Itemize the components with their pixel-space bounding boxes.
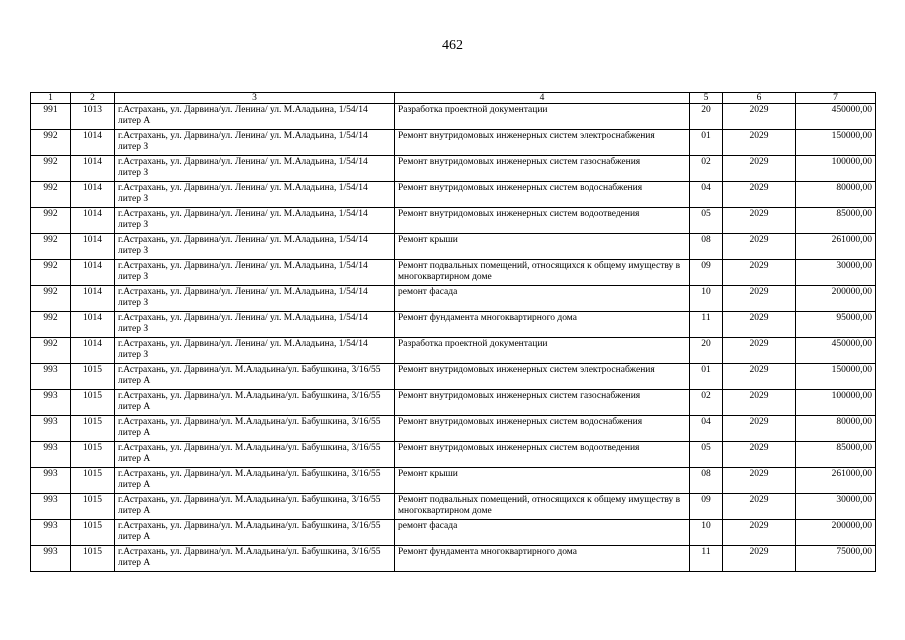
table-row [31, 312, 876, 338]
year-cell: 2029 [723, 130, 796, 156]
work-code-cell: 10 [690, 286, 723, 312]
table-row [31, 442, 876, 468]
cost-cell: 200000,00 [796, 520, 876, 546]
column-header-7: 7 [796, 93, 876, 104]
address-cell: г.Астрахань, ул. Дарвина/ул. Ленина/ ул. М.Аладьина, 1/54/14 литер З [115, 260, 395, 286]
year-cell: 2029 [723, 546, 796, 572]
cost-cell: 30000,00 [796, 260, 876, 286]
work-type-cell: Ремонт крыши [395, 468, 690, 494]
house-id-cell: 1014 [71, 130, 115, 156]
row-number-cell: 993 [31, 442, 71, 468]
table-row [31, 286, 876, 312]
year-cell: 2029 [723, 338, 796, 364]
year-cell: 2029 [723, 390, 796, 416]
row-number-cell: 992 [31, 130, 71, 156]
work-type-cell: Ремонт внутридомовых инженерных систем водоотведения [395, 208, 690, 234]
row-number-cell: 991 [31, 104, 71, 130]
year-cell: 2029 [723, 364, 796, 390]
column-header-4: 4 [395, 93, 690, 104]
work-type-cell: Ремонт внутридомовых инженерных систем электроснабжения [395, 364, 690, 390]
row-number-cell: 993 [31, 546, 71, 572]
address-cell: г.Астрахань, ул. Дарвина/ул. М.Аладьина/ул. Бабушкина, 3/16/55 литер А [115, 364, 395, 390]
repair-schedule-table [30, 92, 876, 572]
work-code-cell: 02 [690, 156, 723, 182]
cost-cell: 30000,00 [796, 494, 876, 520]
house-id-cell: 1015 [71, 494, 115, 520]
year-cell: 2029 [723, 234, 796, 260]
work-type-cell: Ремонт подвальных помещений, относящихся к общему имуществу в многоквартирном доме [395, 494, 690, 520]
row-number-cell: 993 [31, 416, 71, 442]
cost-cell: 450000,00 [796, 338, 876, 364]
work-code-cell: 09 [690, 260, 723, 286]
house-id-cell: 1014 [71, 338, 115, 364]
row-number-cell: 993 [31, 494, 71, 520]
column-header-6: 6 [723, 93, 796, 104]
work-code-cell: 05 [690, 442, 723, 468]
house-id-cell: 1014 [71, 208, 115, 234]
house-id-cell: 1015 [71, 520, 115, 546]
year-cell: 2029 [723, 104, 796, 130]
work-code-cell: 04 [690, 182, 723, 208]
column-header-3: 3 [115, 93, 395, 104]
cost-cell: 80000,00 [796, 416, 876, 442]
year-cell: 2029 [723, 312, 796, 338]
table-header [31, 93, 876, 104]
address-cell: г.Астрахань, ул. Дарвина/ул. М.Аладьина/ул. Бабушкина, 3/16/55 литер А [115, 416, 395, 442]
header-row [31, 93, 876, 104]
cost-cell: 85000,00 [796, 208, 876, 234]
house-id-cell: 1015 [71, 442, 115, 468]
row-number-cell: 992 [31, 286, 71, 312]
house-id-cell: 1014 [71, 260, 115, 286]
house-id-cell: 1014 [71, 182, 115, 208]
year-cell: 2029 [723, 494, 796, 520]
work-type-cell: Ремонт внутридомовых инженерных систем водоснабжения [395, 182, 690, 208]
address-cell: г.Астрахань, ул. Дарвина/ул. Ленина/ ул. М.Аладьина, 1/54/14 литер З [115, 130, 395, 156]
cost-cell: 450000,00 [796, 104, 876, 130]
house-id-cell: 1013 [71, 104, 115, 130]
work-code-cell: 01 [690, 364, 723, 390]
house-id-cell: 1014 [71, 234, 115, 260]
address-cell: г.Астрахань, ул. Дарвина/ул. М.Аладьина/ул. Бабушкина, 3/16/55 литер А [115, 390, 395, 416]
row-number-cell: 992 [31, 182, 71, 208]
work-type-cell: Ремонт подвальных помещений, относящихся к общему имуществу в многоквартирном доме [395, 260, 690, 286]
work-type-cell: ремонт фасада [395, 286, 690, 312]
row-number-cell: 993 [31, 364, 71, 390]
work-type-cell: Разработка проектной документации [395, 104, 690, 130]
column-header-1: 1 [31, 93, 71, 104]
cost-cell: 100000,00 [796, 390, 876, 416]
row-number-cell: 992 [31, 260, 71, 286]
year-cell: 2029 [723, 208, 796, 234]
year-cell: 2029 [723, 520, 796, 546]
work-type-cell: ремонт фасада [395, 520, 690, 546]
work-code-cell: 01 [690, 130, 723, 156]
work-type-cell: Ремонт внутридомовых инженерных систем газоснабжения [395, 156, 690, 182]
year-cell: 2029 [723, 442, 796, 468]
year-cell: 2029 [723, 286, 796, 312]
cost-cell: 261000,00 [796, 234, 876, 260]
cost-cell: 200000,00 [796, 286, 876, 312]
address-cell: г.Астрахань, ул. Дарвина/ул. М.Аладьина/ул. Бабушкина, 3/16/55 литер А [115, 468, 395, 494]
work-code-cell: 04 [690, 416, 723, 442]
cost-cell: 150000,00 [796, 364, 876, 390]
house-id-cell: 1015 [71, 390, 115, 416]
table-body [31, 104, 876, 572]
work-code-cell: 20 [690, 104, 723, 130]
work-type-cell: Ремонт внутридомовых инженерных систем водоснабжения [395, 416, 690, 442]
house-id-cell: 1015 [71, 546, 115, 572]
cost-cell: 261000,00 [796, 468, 876, 494]
work-code-cell: 09 [690, 494, 723, 520]
work-code-cell: 11 [690, 546, 723, 572]
house-id-cell: 1014 [71, 156, 115, 182]
work-code-cell: 11 [690, 312, 723, 338]
work-type-cell: Ремонт фундамента многоквартирного дома [395, 312, 690, 338]
cost-cell: 75000,00 [796, 546, 876, 572]
table-row [31, 156, 876, 182]
address-cell: г.Астрахань, ул. Дарвина/ул. М.Аладьина/ул. Бабушкина, 3/16/55 литер А [115, 494, 395, 520]
table-row [31, 494, 876, 520]
year-cell: 2029 [723, 260, 796, 286]
work-type-cell: Ремонт внутридомовых инженерных систем электроснабжения [395, 130, 690, 156]
address-cell: г.Астрахань, ул. Дарвина/ул. Ленина/ ул. М.Аладьина, 1/54/14 литер З [115, 338, 395, 364]
column-header-5: 5 [690, 93, 723, 104]
address-cell: г.Астрахань, ул. Дарвина/ул. Ленина/ ул. М.Аладьина, 1/54/14 литер А [115, 104, 395, 130]
table-row [31, 130, 876, 156]
work-type-cell: Ремонт внутридомовых инженерных систем газоснабжения [395, 390, 690, 416]
work-type-cell: Разработка проектной документации [395, 338, 690, 364]
table-row [31, 390, 876, 416]
work-code-cell: 05 [690, 208, 723, 234]
column-header-2: 2 [71, 93, 115, 104]
table-row [31, 546, 876, 572]
cost-cell: 85000,00 [796, 442, 876, 468]
work-code-cell: 08 [690, 468, 723, 494]
house-id-cell: 1014 [71, 312, 115, 338]
row-number-cell: 993 [31, 520, 71, 546]
table-row [31, 338, 876, 364]
work-type-cell: Ремонт внутридомовых инженерных систем водоотведения [395, 442, 690, 468]
house-id-cell: 1015 [71, 468, 115, 494]
year-cell: 2029 [723, 156, 796, 182]
work-type-cell: Ремонт крыши [395, 234, 690, 260]
address-cell: г.Астрахань, ул. Дарвина/ул. Ленина/ ул. М.Аладьина, 1/54/14 литер З [115, 286, 395, 312]
row-number-cell: 992 [31, 208, 71, 234]
page-number: 462 [442, 38, 463, 53]
table-row [31, 520, 876, 546]
house-id-cell: 1015 [71, 364, 115, 390]
table-row [31, 182, 876, 208]
work-code-cell: 10 [690, 520, 723, 546]
table-row [31, 234, 876, 260]
table-row [31, 208, 876, 234]
address-cell: г.Астрахань, ул. Дарвина/ул. Ленина/ ул. М.Аладьина, 1/54/14 литер З [115, 182, 395, 208]
table-row [31, 468, 876, 494]
cost-cell: 150000,00 [796, 130, 876, 156]
address-cell: г.Астрахань, ул. Дарвина/ул. Ленина/ ул. М.Аладьина, 1/54/14 литер З [115, 312, 395, 338]
address-cell: г.Астрахань, ул. Дарвина/ул. Ленина/ ул. М.Аладьина, 1/54/14 литер З [115, 234, 395, 260]
address-cell: г.Астрахань, ул. Дарвина/ул. М.Аладьина/ул. Бабушкина, 3/16/55 литер А [115, 520, 395, 546]
address-cell: г.Астрахань, ул. Дарвина/ул. М.Аладьина/ул. Бабушкина, 3/16/55 литер А [115, 442, 395, 468]
table-row [31, 416, 876, 442]
house-id-cell: 1015 [71, 416, 115, 442]
cost-cell: 80000,00 [796, 182, 876, 208]
row-number-cell: 993 [31, 390, 71, 416]
year-cell: 2029 [723, 468, 796, 494]
work-code-cell: 20 [690, 338, 723, 364]
work-code-cell: 02 [690, 390, 723, 416]
address-cell: г.Астрахань, ул. Дарвина/ул. Ленина/ ул. М.Аладьина, 1/54/14 литер З [115, 156, 395, 182]
address-cell: г.Астрахань, ул. Дарвина/ул. Ленина/ ул. М.Аладьина, 1/54/14 литер З [115, 208, 395, 234]
row-number-cell: 992 [31, 338, 71, 364]
row-number-cell: 993 [31, 468, 71, 494]
row-number-cell: 992 [31, 156, 71, 182]
row-number-cell: 992 [31, 234, 71, 260]
table-row [31, 260, 876, 286]
work-type-cell: Ремонт фундамента многоквартирного дома [395, 546, 690, 572]
cost-cell: 95000,00 [796, 312, 876, 338]
year-cell: 2029 [723, 182, 796, 208]
table-row [31, 104, 876, 130]
address-cell: г.Астрахань, ул. Дарвина/ул. М.Аладьина/ул. Бабушкина, 3/16/55 литер А [115, 546, 395, 572]
row-number-cell: 992 [31, 312, 71, 338]
year-cell: 2029 [723, 416, 796, 442]
house-id-cell: 1014 [71, 286, 115, 312]
cost-cell: 100000,00 [796, 156, 876, 182]
work-code-cell: 08 [690, 234, 723, 260]
table-row [31, 364, 876, 390]
